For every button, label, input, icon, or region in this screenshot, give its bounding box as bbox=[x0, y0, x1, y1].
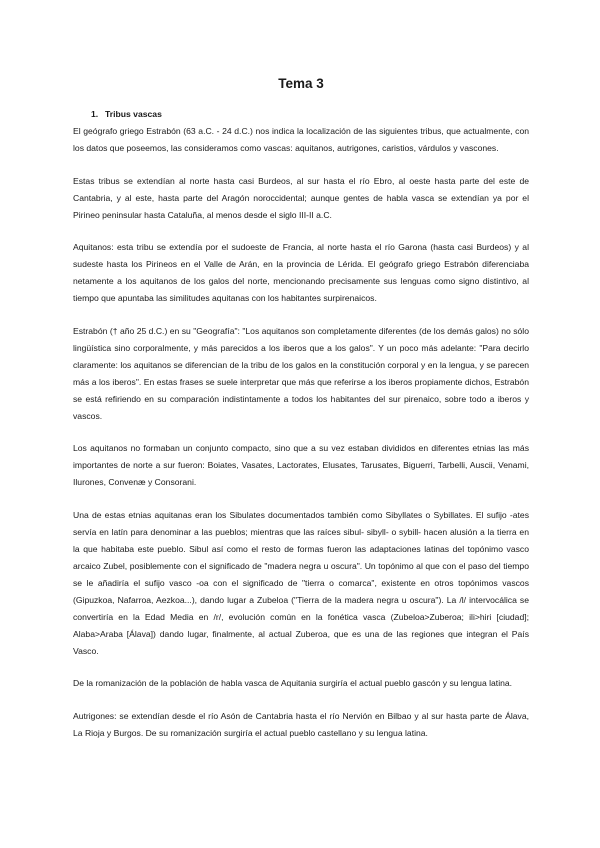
section-heading bbox=[91, 109, 529, 119]
paragraph: Autrigones: se extendían desde el río Asón de Cantabria hasta el río Nervión en Bilbao y al sur hasta parte de Álava, La Rioja y Burgos. De su romanización surgiría el actual pueblo castellano y su lengua latina. bbox=[73, 710, 529, 738]
paragraph: El geógrafo griego Estrabón (63 a.C. - 24 d.C.) nos indica la localización de las siguientes tribus, que actualmente, con los datos que poseemos, las consideramos como vascas: aquitanos, autrigones, caristios, várdulos y vascones. bbox=[73, 126, 529, 153]
paragraph: Aquitanos: esta tribu se extendía por el sudoeste de Francia, al norte hasta el río Garona (hasta casi Burdeos) y al sudeste hasta los Pirineos en el Valle de Arán, en la provincia de Lérida. El geógrafo griego Estrabón diferenciaba netamente a los aquitanos de los galos del norte, mencionando precisamente sus lenguas como signo distintivo, al tiempo que apuntaba las similitudes aquitanas con los habitantes surpirenaicos. bbox=[73, 242, 529, 303]
document-title: Tema 3 bbox=[278, 76, 324, 91]
section-heading-text: Tribus vascas bbox=[105, 109, 162, 119]
paragraph: Estrabón († año 25 d.C.) en su "Geografía": "Los aquitanos son completamente diferentes (de los demás galos) no sólo lingüística sino corporalmente, y más parecidos a los iberos que a los galos". Y un poco más adelante: "Para decirlo claramente: los aquitanos se diferencian de la tribu de los galos en la constitución corporal y en la lengua, y se parecen más a los iberos". En estas frases se suele interpretar que más que referirse a los iberos propiamente dichos, Estrabón se está refiriendo en su comparación indistintamente a todos los habitantes del sur pirenaico, sobre todo a iberos y vascos. bbox=[73, 325, 529, 421]
section-number: 1. bbox=[91, 109, 99, 119]
paragraph: Estas tribus se extendían al norte hasta casi Burdeos, al sur hasta el río Ebro, al oeste hasta parte del este de Cantabria, y al este, hasta parte del Aragón noroccidental; aunque gentes de habla vasca se extendían ya por el Pirineo peninsular hasta Cataluña, al menos desde el siglo III-II a.C. bbox=[73, 175, 529, 220]
paragraph: De la romanización de la población de habla vasca de Aquitania surgiría el actual pueblo gascón y su lengua latina. bbox=[73, 678, 513, 688]
paragraph: Una de estas etnias aquitanas eran los Sibulates documentados también como Sibyllates o Sybillates. El sufijo -ates servía en latín para denominar a las pueblos; mientras que las raíces sibul- sibyll- o sybill- hacen alusión a la tierra en la que habitaba este pueblo. Sibul así como el resto de formas fueron las adaptaciones latinas del topónimo vasco arcaico Zubel, posiblemente con el significado de "madera negra u oscura". Un topónimo al que con el paso del tiempo se le añadiría el sufijo vasco -oa con el significado de "tierra o comarca", existente en otros topónimos vascos (Gipuzkoa, Nafarroa, Aezkoa...), dando lugar a Zubeloa ("Tierra de la madera negra u oscura"). La /l/ intervocálica se convertiría en la Edad Media en /r/, evolución común en la fonética vasca (Zubeloa>Zuberoa; ili>hiri [ciudad]; Alaba>Araba [Álava]) dando lugar, finalmente, al actual Zuberoa, que es una de las regiones que integran el País Vasco. bbox=[73, 509, 529, 656]
paragraph: Los aquitanos no formaban un conjunto compacto, sino que a su vez estaban divididos en diferentes etnias las más importantes de norte a sur fueron: Boiates, Vasates, Lactorates, Elusates, Tarusates, Biguerri, Tarbelli, Auscii, Venami, Ilurones, Convenæ y Consorani. bbox=[73, 443, 529, 487]
